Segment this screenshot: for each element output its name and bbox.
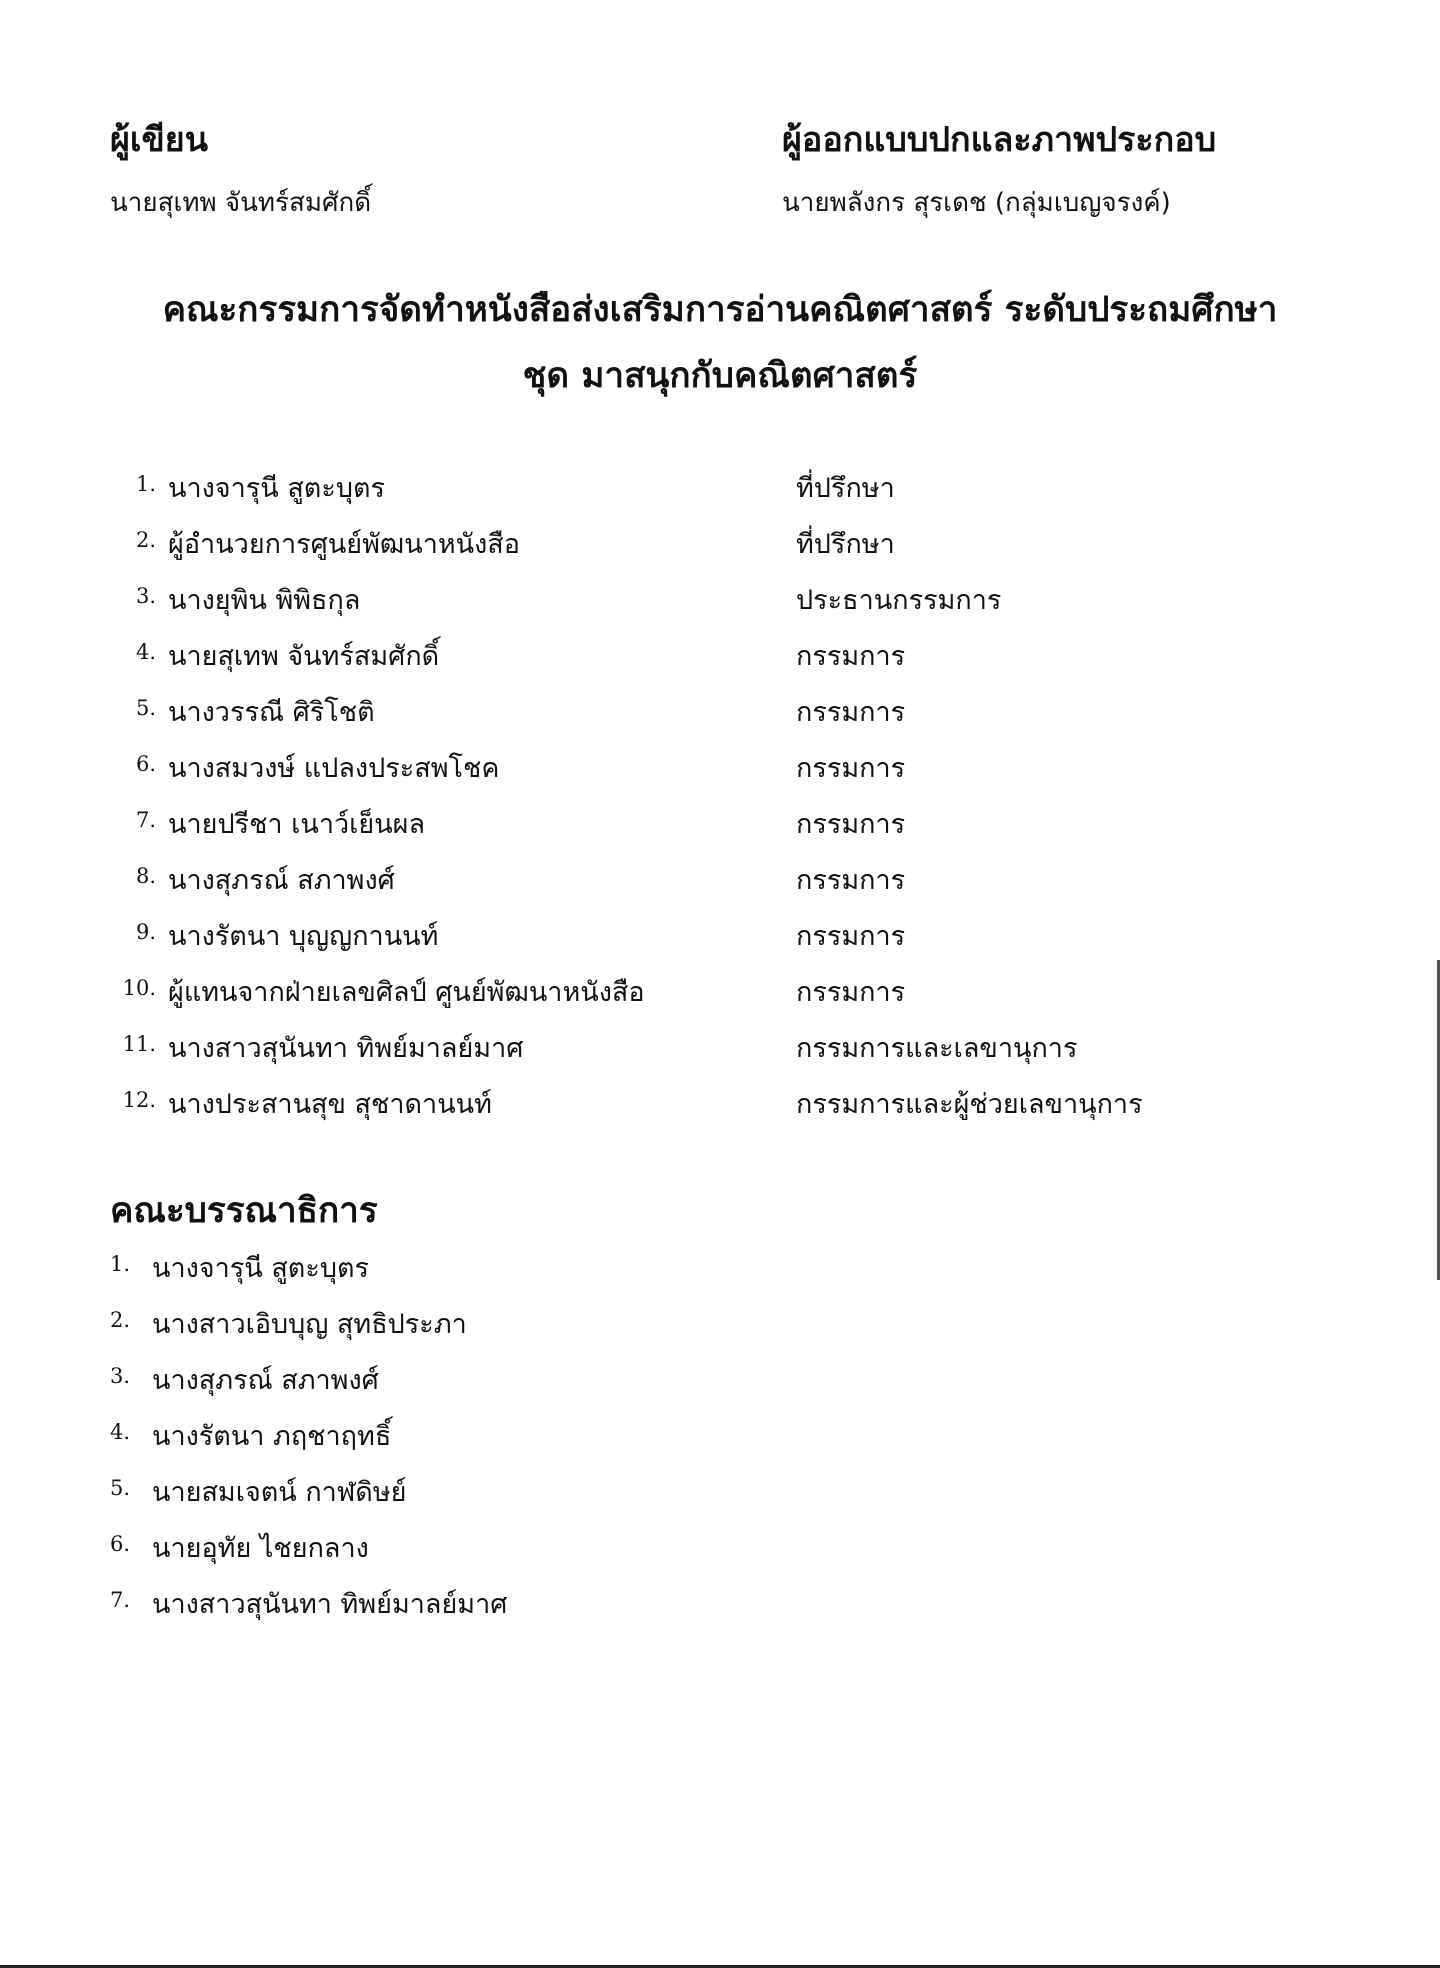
author-name: นายสุเทพ จันทร์สมศักดิ์ xyxy=(110,188,372,218)
member-name: นางรัตนา บุญญกานนท์ xyxy=(168,921,439,952)
committee-title-line2: ชุด มาสนุกกับคณิตศาสตร์ xyxy=(522,356,918,396)
editor-number: 5. xyxy=(110,1476,131,1500)
editor-member-row xyxy=(110,1470,910,1526)
committee-member-row xyxy=(110,466,1210,522)
author-heading: ผู้เขียน xyxy=(110,120,208,160)
committee-member-row xyxy=(110,578,1210,634)
editor-name: นางสุภรณ์ สภาพงศ์ xyxy=(152,1365,379,1396)
committee-member-row xyxy=(110,970,1210,1026)
member-name: ผู้อำนวยการศูนย์พัฒนาหนังสือ xyxy=(168,529,521,560)
editor-name: นางรัตนา ภฤชาฤทธิ์ xyxy=(152,1421,392,1452)
editor-member-row xyxy=(110,1302,910,1358)
editor-name: นางสาวเอิบบุญ สุทธิประภา xyxy=(152,1309,467,1340)
member-role: กรรมการ xyxy=(796,697,906,728)
designer-heading: ผู้ออกแบบปกและภาพประกอบ xyxy=(782,120,1217,160)
editor-member-list xyxy=(110,1246,910,1638)
editor-member-row xyxy=(110,1414,910,1470)
member-role: กรรมการ xyxy=(796,641,906,672)
member-name: นายปรีชา เนาว์เย็นผล xyxy=(168,809,426,840)
member-number: 12. xyxy=(122,1088,156,1112)
committee-member-row xyxy=(110,914,1210,970)
editor-number: 1. xyxy=(110,1252,131,1276)
member-role: กรรมการ xyxy=(796,977,906,1008)
member-name: นางจารุนี สูตะบุตร xyxy=(168,473,386,504)
editor-member-row xyxy=(110,1358,910,1414)
member-name: นางยุพิน พิพิธกุล xyxy=(168,585,361,616)
member-role: ที่ปรึกษา xyxy=(796,529,895,560)
editor-member-row xyxy=(110,1246,910,1302)
committee-member-row xyxy=(110,746,1210,802)
member-role: ประธานกรรมการ xyxy=(796,585,1002,616)
member-number: 8. xyxy=(135,864,156,888)
editor-member-row xyxy=(110,1526,910,1582)
committee-member-row xyxy=(110,1082,1210,1138)
member-role: กรรมการ xyxy=(796,809,906,840)
member-role: กรรมการ xyxy=(796,753,906,784)
committee-member-row xyxy=(110,634,1210,690)
editor-name: นายอุทัย ไชยกลาง xyxy=(152,1533,369,1564)
member-name: นางวรรณี ศิริโชติ xyxy=(168,697,375,728)
committee-member-row xyxy=(110,858,1210,914)
member-role: กรรมการและผู้ช่วยเลขานุการ xyxy=(796,1089,1143,1120)
member-number: 2. xyxy=(135,528,156,552)
member-number: 4. xyxy=(135,640,156,664)
member-number: 7. xyxy=(135,808,156,832)
member-name: นางสาวสุนันทา ทิพย์มาลย์มาศ xyxy=(168,1033,524,1064)
editor-number: 6. xyxy=(110,1532,131,1556)
editor-number: 3. xyxy=(110,1364,131,1388)
member-name: นางสุภรณ์ สภาพงศ์ xyxy=(168,865,395,896)
committee-member-list xyxy=(110,466,1210,1138)
editor-member-row xyxy=(110,1582,910,1638)
editor-name: นางสาวสุนันทา ทิพย์มาลย์มาศ xyxy=(152,1589,508,1620)
committee-member-row xyxy=(110,690,1210,746)
member-name: ผู้แทนจากฝ่ายเลขศิลป์ ศูนย์พัฒนาหนังสือ xyxy=(168,977,645,1008)
member-role: ที่ปรึกษา xyxy=(796,473,895,504)
committee-member-row xyxy=(110,802,1210,858)
committee-member-row xyxy=(110,1026,1210,1082)
committee-title-line1: คณะกรรมการจัดทำหนังสือส่งเสริมการอ่านคณิตศาสตร์ ระดับประถมศึกษา xyxy=(162,290,1278,330)
editors-heading: คณะบรรณาธิการ xyxy=(110,1191,378,1231)
member-number: 3. xyxy=(135,584,156,608)
member-number: 6. xyxy=(135,752,156,776)
member-name: นางประสานสุข สุชาดานนท์ xyxy=(168,1089,492,1120)
editor-number: 2. xyxy=(110,1308,131,1332)
member-number: 10. xyxy=(122,976,156,1000)
member-number: 11. xyxy=(122,1032,156,1056)
editor-number: 7. xyxy=(110,1588,131,1612)
member-role: กรรมการ xyxy=(796,921,906,952)
editor-name: นางจารุนี สูตะบุตร xyxy=(152,1253,370,1284)
designer-name: นายพลังกร สุรเดช (กลุ่มเบญจรงค์) xyxy=(782,188,1171,218)
member-role: กรรมการและเลขานุการ xyxy=(796,1033,1078,1064)
member-name: นางสมวงษ์ แปลงประสพโชค xyxy=(168,753,500,784)
editor-number: 4. xyxy=(110,1420,131,1444)
member-role: กรรมการ xyxy=(796,865,906,896)
committee-member-row xyxy=(110,522,1210,578)
editor-name: นายสมเจตน์ กาฬดิษย์ xyxy=(152,1477,407,1508)
member-number: 5. xyxy=(135,696,156,720)
member-number: 1. xyxy=(135,472,156,496)
member-name: นายสุเทพ จันทร์สมศักดิ์ xyxy=(168,641,440,672)
member-number: 9. xyxy=(135,920,156,944)
